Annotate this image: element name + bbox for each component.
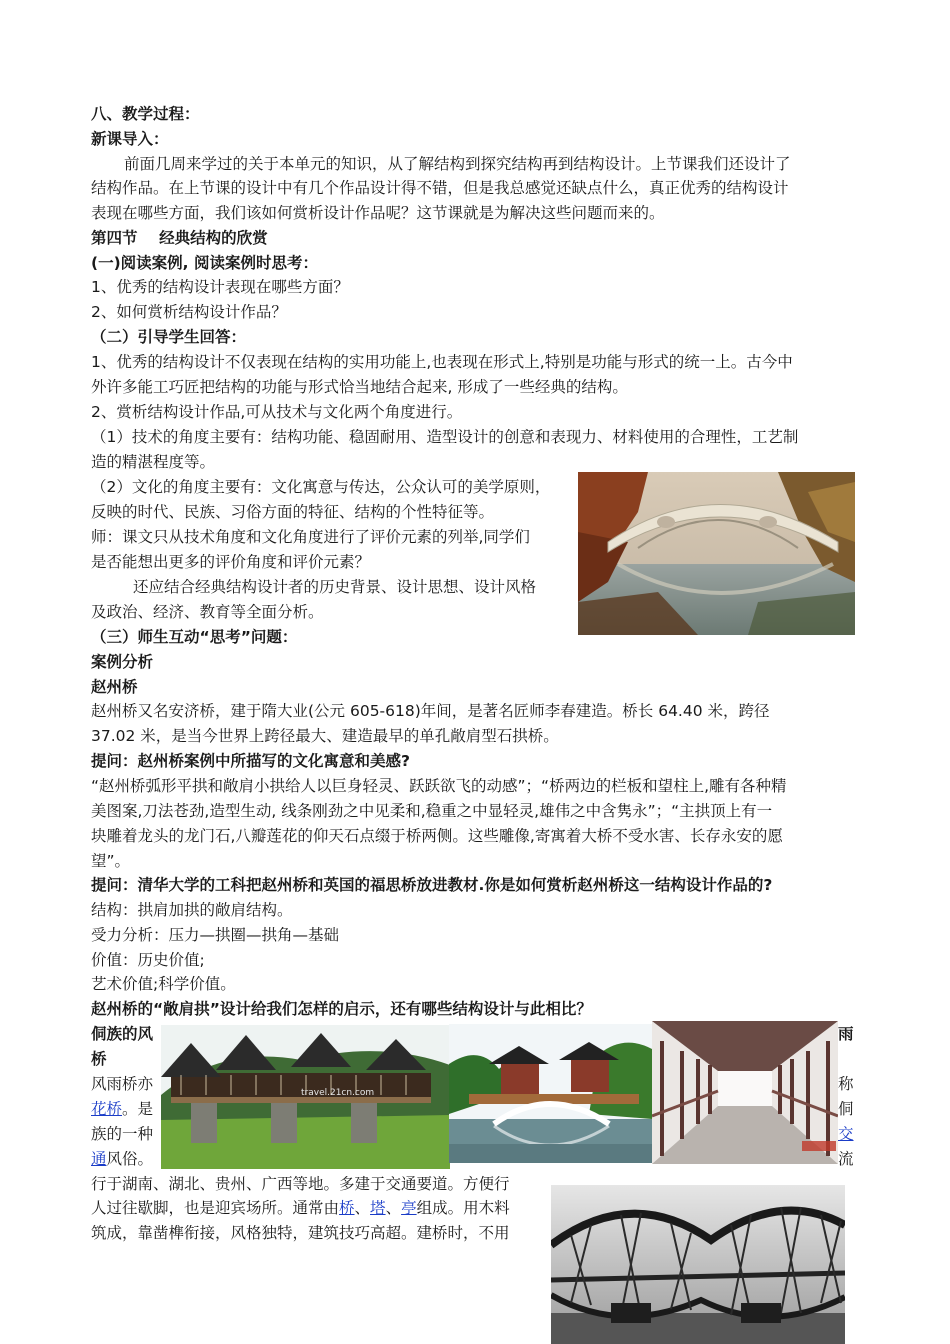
heading-case-analysis: 案例分析 — [91, 653, 154, 671]
quote-line-4: 望”。 — [91, 852, 131, 870]
also-line-1: 还应结合经典结构设计者的历史背景、设计思想、设计风格 — [133, 578, 537, 596]
question-appreciation: 提问：清华大学的工科把赵州桥和英国的福思桥放进教材.你是如何赏析赵州桥这一结构设计作品的? — [91, 876, 773, 894]
answer-2: 2、赏析结构设计作品,可从技术与文化两个角度进行。 — [91, 403, 463, 421]
dong-heading-part-2: 雨 — [838, 1025, 854, 1043]
quote-line-3: 块雕着龙头的龙门石,八瓣莲花的仰天石点缀于桥两侧。这些雕像,寄寓着大桥不受水害、长存永安的愿 — [91, 827, 783, 845]
wind-rain-bridge-photo — [161, 1025, 450, 1169]
answer-1-line-1: 1、优秀的结构设计不仅表现在结构的实用功能上,也表现在形式上,特别是功能与形式的统一上。古今中 — [91, 353, 793, 371]
jiaotong-link-part-2[interactable]: 通 — [91, 1150, 107, 1168]
art-value-line: 艺术价值;科学价值。 — [91, 975, 236, 993]
heading-zhaozhou: 赵州桥 — [91, 678, 138, 696]
intro-line-2: 结构作品。在上节课的设计中有几个作品设计得不错，但是我总感觉还缺点什么，真正优秀的结构设计 — [91, 179, 789, 197]
liu-text: 流 — [838, 1150, 854, 1168]
answer-1-line-2: 外许多能工巧匠把结构的功能与形式恰当地结合起来, 形成了一些经典的结构。 — [91, 378, 628, 396]
fengyu-line-end: 称 — [838, 1075, 854, 1093]
fengyu-line-start: 风雨桥亦 — [91, 1075, 154, 1093]
heading-interaction: （三）师生互动“思考”问题： — [91, 628, 298, 646]
value-line: 价值：历史价值; — [91, 951, 205, 969]
fengsu-line-start — [91, 1147, 153, 1171]
zhaozhou-line-1: 赵州桥又名安济桥，建于隋大业(公元 605-618)年间，是著名匠师李春建造。桥长 64.40 米，跨径 — [91, 702, 770, 720]
question-1: 1、优秀的结构设计表现在哪些方面？ — [91, 278, 349, 296]
guo-text-start: 人过往歇脚，也是迎宾场所。通常由 — [91, 1199, 340, 1217]
fengsu-text: 风俗。 — [106, 1150, 154, 1168]
intro-line-1: 前面几周来学过的关于本单元的知识，从了解结构到探究结构再到结构设计。上节课我们还设计了 — [124, 155, 791, 173]
dong-heading-part-3: 桥 — [91, 1050, 107, 1068]
heading-guide: （二）引导学生回答： — [91, 328, 247, 346]
xing-line: 行于湖南、湖北、贵州、广西等地。多建于交通要道。方便行 — [91, 1175, 510, 1193]
structure-line: 结构：拱肩加拱的敞肩结构。 — [91, 901, 293, 919]
qiao-link[interactable]: 桥 — [339, 1199, 355, 1217]
huaqiao-text: 。是 — [122, 1100, 154, 1118]
forth-bridge-photo — [551, 1185, 845, 1344]
huaqiao-link[interactable]: 花桥 — [91, 1100, 123, 1118]
jiaotong-link-part-1[interactable]: 交 — [838, 1125, 854, 1143]
zhaozhou-line-2: 37.02 米，是当今世界上跨径最大、建造最早的单孔敞肩型石拱桥。 — [91, 727, 559, 745]
zu-line-start: 族的一种 — [91, 1125, 154, 1143]
separator-1: 、 — [354, 1199, 371, 1217]
question-2: 2、如何赏析结构设计作品？ — [91, 303, 287, 321]
cultural-line-1: （2）文化的角度主要有：文化寓意与传达，公众认可的美学原则， — [91, 478, 551, 496]
heading-intro: 新课导入： — [91, 130, 169, 148]
heading-read-cases: (一)阅读案例, 阅读案例时思考： — [91, 254, 318, 272]
covered-corridor-photo — [652, 1021, 838, 1164]
quote-line-2: 美图案,刀法苍劲,造型生动, 线条刚劲之中见柔和,稳重之中显轻灵,雄伟之中含隽永”；“主拱顶上有一 — [91, 802, 773, 820]
cultural-line-2: 反映的时代、民族、习俗方面的特征、结构的个性特征等。 — [91, 503, 495, 521]
heading-section-4: 第四节 经典结构的欣赏 — [91, 229, 268, 247]
guo-text-end: 组成。用木料 — [416, 1199, 510, 1217]
separator-2: 、 — [385, 1199, 402, 1217]
photo-watermark: travel.21cn.com — [301, 1088, 375, 1098]
technical-line-1: （1）技术的角度主要有：结构功能、稳固耐用、造型设计的创意和表现力、材料使用的合理性，工艺制 — [91, 428, 799, 446]
huaqiao-line-start — [91, 1097, 153, 1121]
zhu-line: 筑成，靠凿榫衔接，风格独特，建筑技巧高超。建桥时，不用 — [91, 1224, 510, 1242]
guo-line — [91, 1196, 510, 1220]
heading-teaching-process: 八、教学过程： — [91, 105, 200, 123]
zhaozhou-bridge-photo — [578, 472, 855, 635]
also-line-2: 及政治、经济、教育等全面分析。 — [91, 603, 324, 621]
quote-line-1: “赵州桥弧形平拱和敞肩小拱给人以巨身轻灵、跃跃欲飞的动感”；“桥两边的栏板和望柱上,雕有各种精 — [91, 777, 787, 795]
force-line: 受力分析：压力—拱圈—拱角—基础 — [91, 926, 340, 944]
teacher-line-2: 是否能想出更多的评价角度和评价元素？ — [91, 553, 371, 571]
ta-link[interactable]: 塔 — [370, 1199, 386, 1217]
question-culture: 提问：赵州桥案例中所描写的文化寓意和美感? — [91, 752, 410, 770]
teacher-line-1: 师：课文只从技术角度和文化角度进行了评价元素的列举,同学们 — [91, 528, 530, 546]
huaqiao-line-end: 侗 — [838, 1100, 854, 1118]
dong-heading-part-1: 侗族的风 — [91, 1025, 154, 1043]
question-inspiration: 赵州桥的“敞肩拱”设计给我们怎样的启示，还有哪些结构设计与此相比？ — [91, 1000, 592, 1018]
intro-line-3: 表现在哪些方面，我们该如何赏析设计作品呢？这节课就是为解决这些问题而来的。 — [91, 204, 665, 222]
ting-link[interactable]: 亭 — [401, 1199, 417, 1217]
pavilion-bridge-photo — [449, 1024, 652, 1163]
technical-line-2: 造的精湛程度等。 — [91, 453, 216, 471]
